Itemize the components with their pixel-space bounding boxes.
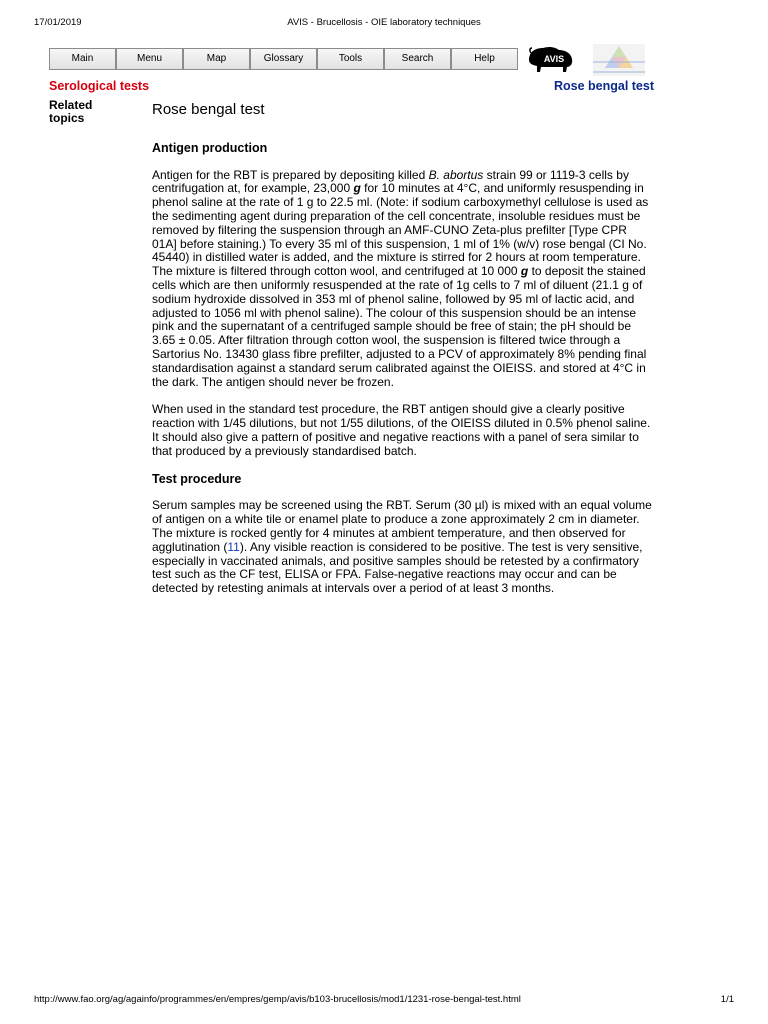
antigen-text-1: Antigen for the RBT is prepared by depositing killed bbox=[152, 167, 429, 182]
reference-link[interactable]: 11 bbox=[227, 539, 240, 554]
procedure-heading: Test procedure bbox=[152, 471, 242, 486]
nav-tools-button[interactable]: Tools bbox=[317, 48, 384, 70]
page-title: Rose bengal test bbox=[152, 101, 265, 118]
species-name: B. abortus bbox=[428, 167, 484, 182]
breadcrumb-serological-tests[interactable]: Serological tests bbox=[49, 79, 150, 93]
nav-menu-button[interactable]: Menu bbox=[116, 48, 183, 70]
g-force-unit: g bbox=[353, 181, 361, 196]
print-url: http://www.fao.org/ag/againfo/programmes/en/empres/gemp/avis/b103-brucellosis/mod1/1231-rose-bengal-test.html bbox=[34, 994, 521, 1005]
print-page-number: 1/1 bbox=[720, 994, 734, 1005]
procedure-paragraph bbox=[152, 499, 654, 596]
nav-bar bbox=[49, 48, 518, 70]
nav-glossary-button[interactable]: Glossary bbox=[250, 48, 317, 70]
print-header bbox=[0, 17, 768, 31]
related-topics-label: Related topics bbox=[49, 98, 93, 125]
print-footer bbox=[0, 994, 768, 1008]
antigen-text-2: strain 99 or 1119-3 cells by centrifugation at, for example, 23,000 bbox=[152, 167, 629, 196]
print-date: 17/01/2019 bbox=[34, 17, 82, 28]
current-page-link[interactable]: Rose bengal test bbox=[553, 79, 654, 93]
nav-help-button[interactable]: Help bbox=[451, 48, 518, 70]
procedure-text-2: ). Any visible reaction is considered to be positive. The test is very sensitive, especially in vaccinated animals, and positive samples should be retested by a confirmatory test such as the CF test, ELISA or FPA. False-negative reactions may occur and can be detected by retesting animals at intervals over a period of at least 3 months. bbox=[152, 539, 643, 596]
antigen-paragraph-1 bbox=[152, 169, 654, 390]
antigen-text-4: to deposit the stained cells which are then uniformly resuspended at the rate of 1g cells to 7 ml of diluent (21.1 g of sodium hydroxide dissolved in 353 ml of phenol saline, followed by 95 ml of lactic acid, and adjusted to 1056 ml with phenol saline). The colour of this suspension should be an intense pink and the supernatant of a centrifuged sample should be free of stain; the pH should be 3.65 ± 0.05. After filtration through cotton wool, the suspension is filtered twice through a Sartorius No. 13430 glass fibre prefilter, adjusted to a PCV of approximately 8% pending final standardisation against a standard serum calibrated against the OIEISS. and stored at 4°C in the dark. The antigen should never be frozen. bbox=[152, 264, 647, 389]
nav-search-button[interactable]: Search bbox=[384, 48, 451, 70]
procedure-text-1: Serum samples may be screened using the RBT. Serum (30 µl) is mixed with an equal volume of antigen on a white tile or enamel plate to produce a zone approximately 2 cm in diameter. The mixture is rocked gently for 4 minutes at ambient temperature, and then observed for agglutination ( bbox=[152, 498, 652, 554]
oie-triangle-logo bbox=[593, 44, 645, 76]
main-content bbox=[152, 103, 654, 610]
nav-map-button[interactable]: Map bbox=[183, 48, 250, 70]
antigen-heading: Antigen production bbox=[152, 140, 268, 155]
antigen-paragraph-2: When used in the standard test procedure, the RBT antigen should give a clearly positive reaction with 1/45 dilutions, but not 1/55 dilutions, of the OIEISS diluted in 0.5% phenol saline. It should also give a pattern of positive and negative reactions with a panel of sera similar to that produced by a previously standardised batch. bbox=[152, 402, 651, 458]
nav-main-button[interactable]: Main bbox=[49, 48, 116, 70]
avis-bison-logo[interactable] bbox=[525, 44, 575, 74]
g-force-unit: g bbox=[520, 264, 529, 279]
print-title: AVIS - Brucellosis - OIE laboratory techniques bbox=[287, 17, 481, 28]
antigen-text-3: for 10 minutes at 4°C, and uniformly resuspending in phenol saline at the rate of 1 g to 22.5 ml. (Note: if sodium carboxymethyl cellulose is used as the sedimenting agent during preparation of the cell concentrate, insoluble residues must be removed by filtering the suspension through an AMF-CUNO Zeta-plus prefilter [Type CPR 01A] before staining.) To every 35 ml of this suspension, 1 ml of 1% (w/v) rose bengal (CI No. 45440) in distilled water is added, and the mixture is stirred for 2 hours at room temperature. The mixture is filtered through cotton wool, and centrifuged at 10 000 bbox=[152, 181, 649, 279]
logo-text: AVIS bbox=[543, 54, 565, 64]
